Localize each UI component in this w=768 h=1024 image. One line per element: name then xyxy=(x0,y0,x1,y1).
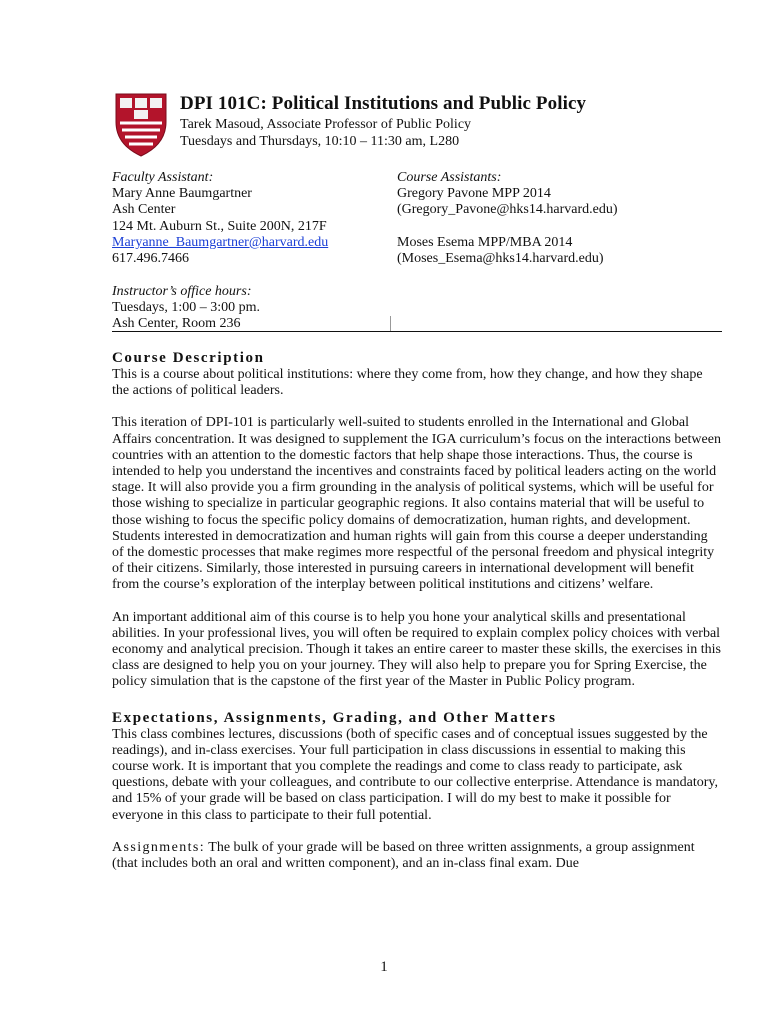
course-header xyxy=(180,92,740,150)
faculty-assistant-address: 124 Mt. Auburn St., Suite 200N, 217F xyxy=(112,218,327,234)
course-assistants-heading: Course Assistants: xyxy=(397,170,502,185)
harvard-shield-logo xyxy=(114,92,168,158)
faculty-assistant-block xyxy=(112,170,392,267)
faculty-assistant-org: Ash Center xyxy=(112,202,176,218)
assignments-lead: Assignments: xyxy=(112,839,206,855)
course-description-paragraph: This is a course about political institutions: where they come from, how they change, and how they shape the actions of political leaders. xyxy=(112,367,703,399)
faculty-assistant-heading: Faculty Assistant: xyxy=(112,170,214,185)
office-hours-time: Tuesdays, 1:00 – 3:00 pm. xyxy=(112,300,261,316)
page-number: 1 xyxy=(380,959,388,975)
assignments-paragraph xyxy=(112,840,722,872)
office-hours-location: Ash Center, Room 236 xyxy=(112,316,241,332)
faculty-assistant-name: Mary Anne Baumgartner xyxy=(112,186,252,202)
course-assistant-email: (Moses_Esema@hks14.harvard.edu) xyxy=(397,250,604,266)
expectations-paragraph: This class combines lectures, discussions (both of specific cases and of conceptual issues suggested by the readings), and in-class exercises. Your full participation in class discussions in essential to making this course work. It is important that you complete the readings and come to class ready to participate, ask questions, debate with your colleagues, and contribute to our collective enterprise. Attendance is mandatory, and 15% of your grade will be based on class participation. I will do my best to make it possible for everyone in this class to participate to their full potential. xyxy=(112,726,718,823)
course-title: DPI 101C: Political Institutions and Public Policy xyxy=(180,93,587,114)
course-assistants-block xyxy=(397,170,727,267)
schedule-line: Tuesdays and Thursdays, 10:10 – 11:30 am, L280 xyxy=(180,134,460,149)
expectations-heading: Expectations, Assignments, Grading, and Other Matters xyxy=(112,709,557,726)
assignments-text: The bulk of your grade will be based on three written assignments, a group assignment (that includes both an oral and written component), and an in-class final exam. Due xyxy=(112,839,695,872)
header-divider xyxy=(112,331,722,332)
course-description-paragraph: An important additional aim of this course is to help you hone your analytical skills and presentational abilities. In your professional lives, you will often be required to explain complex policy choices with verbal economy and analytical precision. Though it takes an entire career to master these skills, the exercises in this class are designed to help you on your journey. They will also help to prepare you for Spring Exercise, the policy simulation that is the capstone of the first year of the Master in Public Policy program. xyxy=(112,609,721,690)
faculty-assistant-email-link[interactable]: Maryanne_Baumgartner@harvard.edu xyxy=(112,234,329,250)
course-assistant-name: Moses Esema MPP/MBA 2014 xyxy=(397,234,573,250)
faculty-assistant-phone: 617.496.7466 xyxy=(112,251,189,267)
office-hours-block xyxy=(112,284,392,333)
course-assistant-email: (Gregory_Pavone@hks14.harvard.edu) xyxy=(397,202,618,218)
office-hours-heading: Instructor’s office hours: xyxy=(112,284,252,299)
table-divider xyxy=(390,316,391,332)
course-description-heading: Course Description xyxy=(112,350,265,366)
instructor-line: Tarek Masoud, Associate Professor of Public Policy xyxy=(180,117,472,132)
course-description-paragraph: This iteration of DPI-101 is particularly well-suited to students enrolled in the International and Global Affairs concentration. It was designed to supplement the IGA curriculum’s focus on the interactions between countries with an attention to the domestic factors that help shape those interactions. Thus, the course is intended to help you understand the incentives and constraints faced by political leaders acting on the world stage. It will also provide you a firm grounding in the analysis of political systems, which will be useful for those wishing to specialize in particular geographic regions. It also contains material that will be useful to those wishing to focus the specific policy domains of democratization, human rights, and development. Students interested in democratization and human rights will gain from this course a deeper understanding of the domestic processes that make regimes more respectful of the personal freedom and physical integrity of their citizens. Similarly, those interested in pursuing careers in international development will benefit from the course’s exploration of the interplay between political institutions and citizens’ welfare. xyxy=(112,415,721,593)
document-body xyxy=(112,349,722,872)
course-assistant-name: Gregory Pavone MPP 2014 xyxy=(397,186,551,202)
